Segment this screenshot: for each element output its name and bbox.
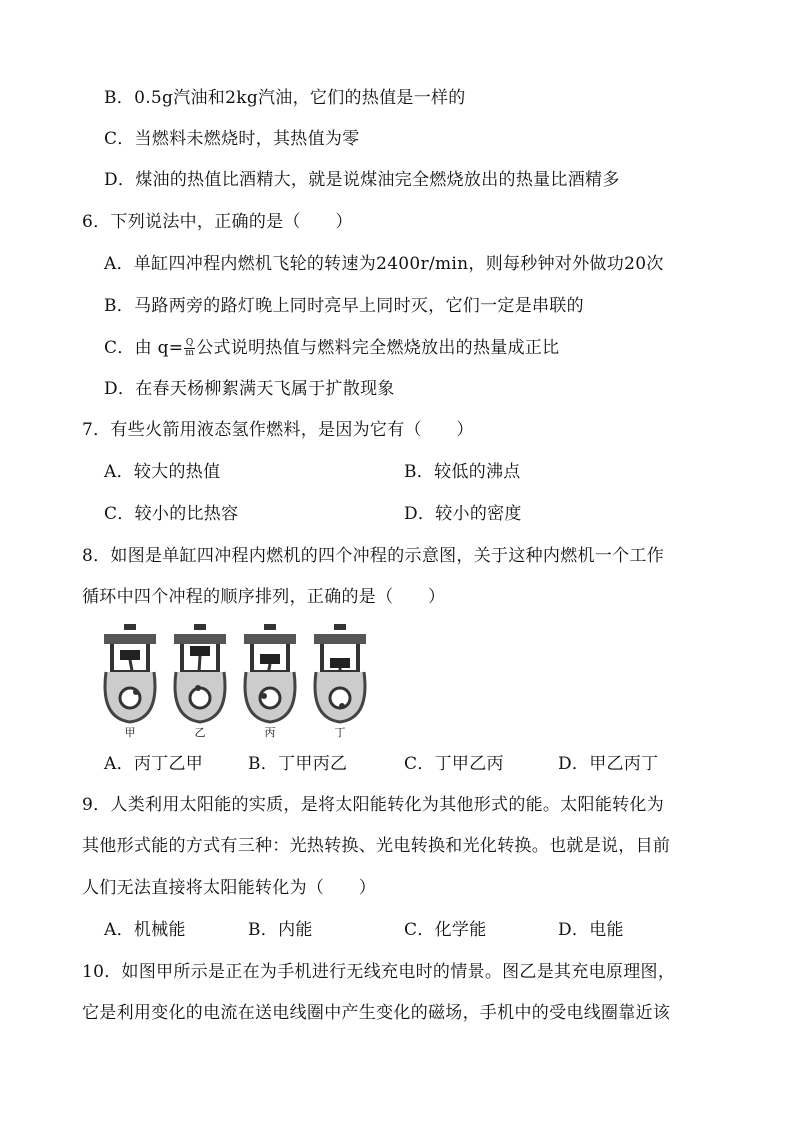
engine-diagram-yi xyxy=(168,622,232,740)
q7-option-a: A．较大的热值 xyxy=(104,462,221,482)
q6-stem: 6．下列说法中，正确的是（ ） xyxy=(82,212,353,232)
q6c-numerator: Q xyxy=(185,338,194,348)
engine-ding-icon xyxy=(308,622,372,726)
q8-option-d: D．甲乙丙丁 xyxy=(558,754,659,774)
engine-diagram-jia xyxy=(98,622,162,740)
q9-stem-line2: 其他形式能的方式有三种：光热转换、光电转换和光化转换。也就是说，目前 xyxy=(82,836,671,856)
q8-stem-line1: 8．如图是单缸四冲程内燃机的四个冲程的示意图，关于这种内燃机一个工作 xyxy=(82,546,665,566)
q6-option-c xyxy=(104,336,560,360)
q8-option-b: B．丁甲丙乙 xyxy=(248,754,348,774)
engine-label-bing: 丙 xyxy=(264,726,276,739)
engine-yi-icon xyxy=(168,622,232,726)
q5-option-b: B．0.5g汽油和2kg汽油，它们的热值是一样的 xyxy=(104,88,466,108)
q6-option-a: A．单缸四冲程内燃机飞轮的转速为2400r/min，则每秒钟对外做功20次 xyxy=(104,254,664,274)
q9-option-b: B．内能 xyxy=(248,920,313,940)
q6c-denominator: m xyxy=(185,348,195,358)
q9-option-a: A．机械能 xyxy=(104,920,186,940)
q8-option-c: C．丁甲乙丙 xyxy=(404,754,504,774)
q5-option-d: D．煤油的热值比酒精大，就是说煤油完全燃烧放出的热量比酒精多 xyxy=(104,170,620,190)
q10-stem-line1: 10．如图甲所示是正在为手机进行无线充电时的情景。图乙是其充电原理图， xyxy=(82,962,676,982)
q7-option-c: C．较小的比热容 xyxy=(104,504,239,524)
engine-diagram-ding xyxy=(308,622,372,740)
q7-option-b: B．较低的沸点 xyxy=(404,462,521,482)
q6c-fraction xyxy=(184,339,195,358)
q8-option-a: A．丙丁乙甲 xyxy=(104,754,204,774)
q6-option-d: D．在春天杨柳絮满天飞属于扩散现象 xyxy=(104,379,395,399)
q7-option-d: D．较小的密度 xyxy=(404,504,522,524)
engine-strokes-figure xyxy=(98,622,348,740)
q9-stem-line1: 9．人类利用太阳能的实质，是将太阳能转化为其他形式的能。太阳能转化为 xyxy=(82,795,665,815)
q10-stem-line2: 它是利用变化的电流在送电线圈中产生变化的磁场，手机中的受电线圈靠近该 xyxy=(82,1003,671,1023)
engine-label-jia: 甲 xyxy=(124,726,136,739)
q9-option-d: D．电能 xyxy=(558,920,624,940)
q8-stem-line2: 循环中四个冲程的顺序排列，正确的是（ ） xyxy=(82,587,446,607)
q7-stem: 7．有些火箭用液态氢作燃料，是因为它有（ ） xyxy=(82,420,474,440)
engine-diagram-bing xyxy=(238,622,302,740)
engine-label-yi: 乙 xyxy=(194,726,206,739)
q5-option-c: C．当燃料未燃烧时，其热值为零 xyxy=(104,129,360,149)
q6c-prefix: C．由 q= xyxy=(104,338,184,358)
q9-stem-line3: 人们无法直接将太阳能转化为（ ） xyxy=(82,878,377,898)
engine-label-ding: 丁 xyxy=(334,726,346,739)
engine-jia-icon xyxy=(98,622,162,726)
q9-option-c: C．化学能 xyxy=(404,920,487,940)
engine-bing-icon xyxy=(238,622,302,726)
q6-option-b: B．马路两旁的路灯晚上同时亮早上同时灭，它们一定是串联的 xyxy=(104,296,584,316)
q6c-suffix: 公式说明热值与燃料完全燃烧放出的热量成正比 xyxy=(196,338,560,358)
